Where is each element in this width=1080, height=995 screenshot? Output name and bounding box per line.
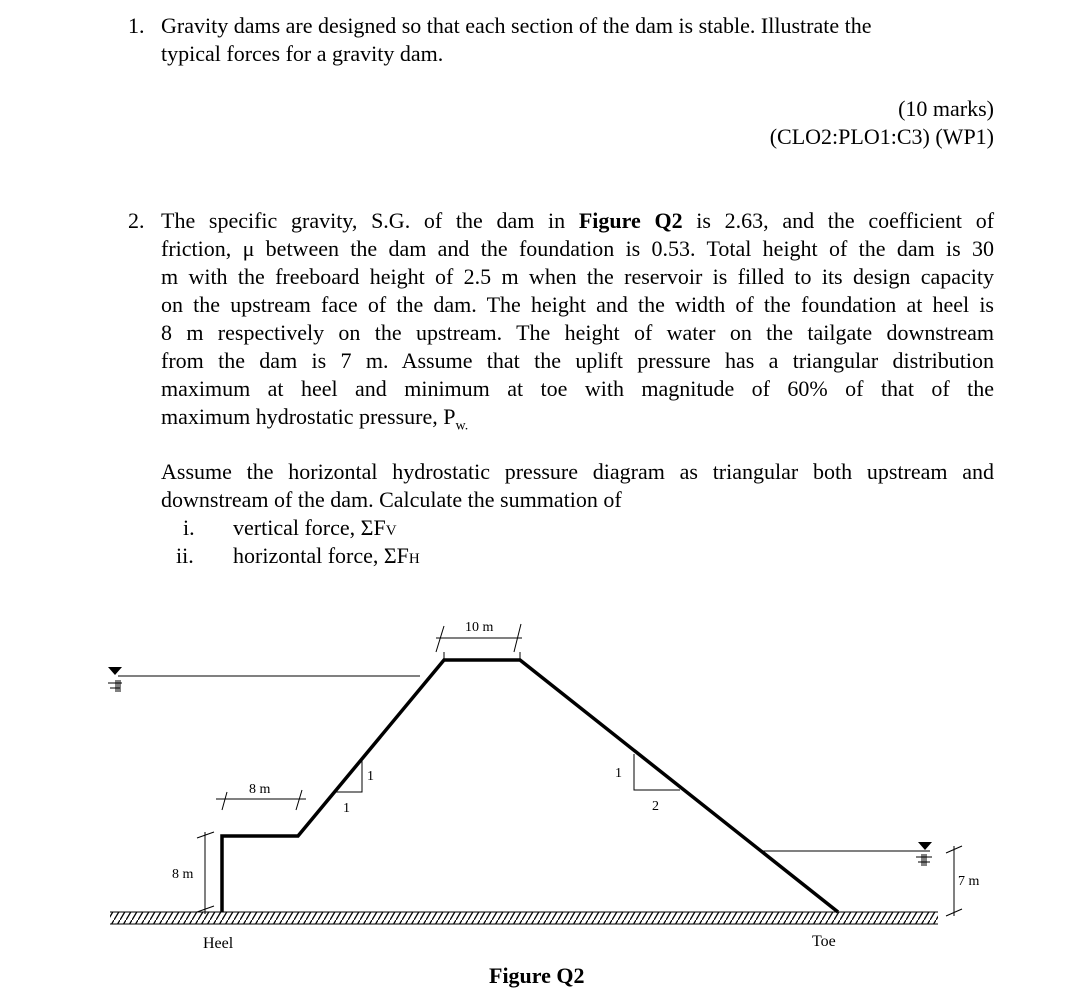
- downstream-slope-vertical: 1: [615, 766, 622, 781]
- question-1-outcome: (CLO2:PLO1:C3) (WP1): [769, 124, 994, 149]
- item-i-text: vertical force, ΣF: [233, 515, 386, 540]
- dam-outline: [222, 660, 838, 912]
- question-2-line-1-end: is 2.63, and the coefficient of: [682, 208, 995, 233]
- step-height-label: 8 m: [172, 867, 194, 882]
- item-ii-subscript: H: [408, 551, 420, 567]
- item-i-number: i.: [183, 515, 195, 540]
- toe-label: Toe: [812, 933, 836, 950]
- question-1-line-2: typical forces for a gravity dam.: [161, 41, 444, 66]
- paragraph-2-line-1: Assume the horizontal hydrostatic pressure diagram as triangular both upstream and: [161, 459, 994, 484]
- downstream-slope-triangle: [634, 754, 680, 790]
- question-2-line-6: from the dam is 7 m. Assume that the uplift pressure has a triangular distribution: [161, 348, 994, 373]
- question-1-number: 1.: [128, 13, 145, 38]
- question-1-line-1: Gravity dams are designed so that each section of the dam is stable. Illustrate the: [161, 13, 872, 38]
- step-height-dimension: [197, 832, 214, 914]
- top-width-label: 10 m: [465, 620, 494, 635]
- item-ii-text: horizontal force, ΣF: [233, 543, 409, 568]
- question-2-line-3: m with the freeboard height of 2.5 m when the reservoir is filled to its design capacity: [161, 264, 994, 289]
- item-ii-number: ii.: [176, 543, 194, 568]
- downstream-slope-horizontal: 2: [652, 799, 659, 814]
- question-2-line-1-start: The specific gravity, S.G. of the dam in: [161, 208, 579, 233]
- question-2-line-4: on the upstream face of the dam. The height and the width of the foundation at heel is: [161, 292, 994, 317]
- upstream-slope-vertical: 1: [367, 769, 374, 784]
- question-2-number: 2.: [128, 208, 145, 233]
- item-i-subscript: V: [385, 523, 397, 539]
- upstream-slope-horizontal: 1: [343, 801, 350, 816]
- upstream-water-level: [108, 667, 420, 692]
- heel-label: Heel: [203, 935, 234, 952]
- figure-reference: Figure Q2: [578, 208, 683, 233]
- downstream-water-level: [762, 842, 932, 866]
- step-width-label: 8 m: [249, 782, 271, 797]
- paragraph-2-line-2: downstream of the dam. Calculate the summation of: [161, 487, 622, 512]
- figure-caption: Figure Q2: [489, 963, 585, 988]
- question-2-line-2: friction, μ between the dam and the foundation is 0.53. Total height of the dam is 30: [161, 236, 994, 261]
- question-2-line-8-text: maximum hydrostatic pressure, P: [161, 404, 456, 429]
- pw-subscript: w.: [455, 418, 469, 434]
- question-2-line-5: 8 m respectively on the upstream. The height of water on the tailgate downstream: [161, 320, 994, 345]
- question-2-line-7: maximum at heel and minimum at toe with magnitude of 60% of that of the: [161, 376, 994, 401]
- tail-height-label: 7 m: [958, 874, 980, 889]
- question-1-marks: (10 marks): [898, 96, 994, 121]
- ground-hatching: [110, 912, 938, 924]
